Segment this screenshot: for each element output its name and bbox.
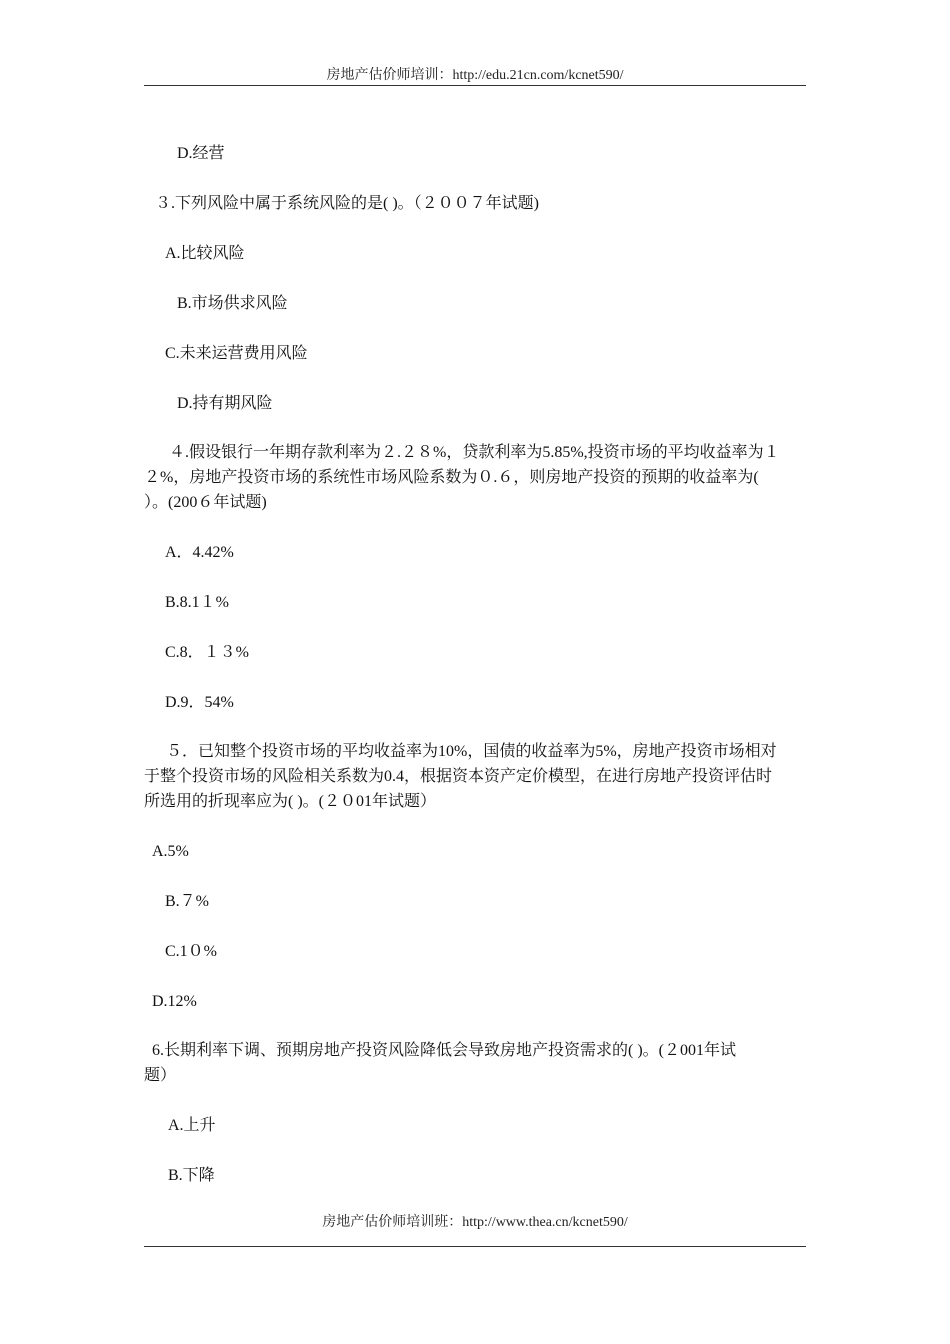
header-divider xyxy=(144,85,806,86)
question-6 xyxy=(144,1038,806,1088)
question-5-line-1: ５．已知整个投资市场的平均收益率为10%，国债的收益率为5%，房地产投资市场相对 xyxy=(166,743,777,760)
q5-option-d: D.12% xyxy=(152,993,197,1010)
q3-option-d: D.持有期风险 xyxy=(177,395,273,412)
question-3: ３.下列风险中属于系统风险的是( )。（２００７年试题) xyxy=(155,195,539,212)
question-6-line-1: 6.长期利率下调、预期房地产投资风险降低会导致房地产投资需求的( )。(２001年试 xyxy=(152,1042,736,1059)
q3-option-b: B.市场供求风险 xyxy=(177,295,288,312)
q5-option-b: B.７% xyxy=(165,893,210,910)
question-4-line-3: ）。(200６年试题) xyxy=(144,494,267,511)
q4-option-c: C.8．１３% xyxy=(165,644,250,661)
q5-option-c: C.1０% xyxy=(165,943,218,960)
q3-option-a: A.比较风险 xyxy=(165,245,245,262)
q2-option-d: D.经营 xyxy=(177,145,225,162)
question-5-line-2: 于整个投资市场的风险相关系数为0.4，根据资本资产定价模型，在进行房地产投资评估时 xyxy=(144,768,773,785)
q4-option-d: D.9．54% xyxy=(165,694,234,711)
question-4-line-1: ４.假设银行一年期存款利率为２.２８%，贷款利率为5.85%,投资市场的平均收益率为１ xyxy=(169,444,780,461)
q5-option-a: A.5% xyxy=(152,843,189,860)
q6-option-b: B.下降 xyxy=(168,1167,215,1184)
page-header: 房地产估价师培训：http://edu.21cn.com/kcnet590/ xyxy=(326,68,624,83)
q3-option-c: C.未来运营费用风险 xyxy=(165,345,308,362)
q4-option-b: B.8.1１% xyxy=(165,594,230,611)
q6-option-a: A.上升 xyxy=(168,1117,216,1134)
question-4-line-2: ２%，房地产投资市场的系统性市场风险系数为０.６，则房地产投资的预期的收益率为( xyxy=(144,469,759,486)
footer-divider xyxy=(144,1246,806,1247)
question-5-line-3: 所选用的折现率应为( )。(２０01年试题） xyxy=(144,793,436,810)
q4-option-a: A．4.42% xyxy=(165,544,234,561)
question-5 xyxy=(144,739,806,814)
question-6-line-2: 题） xyxy=(144,1067,177,1084)
question-4 xyxy=(144,440,806,515)
page-footer: 房地产估价师培训班：http://www.thea.cn/kcnet590/ xyxy=(322,1215,628,1230)
